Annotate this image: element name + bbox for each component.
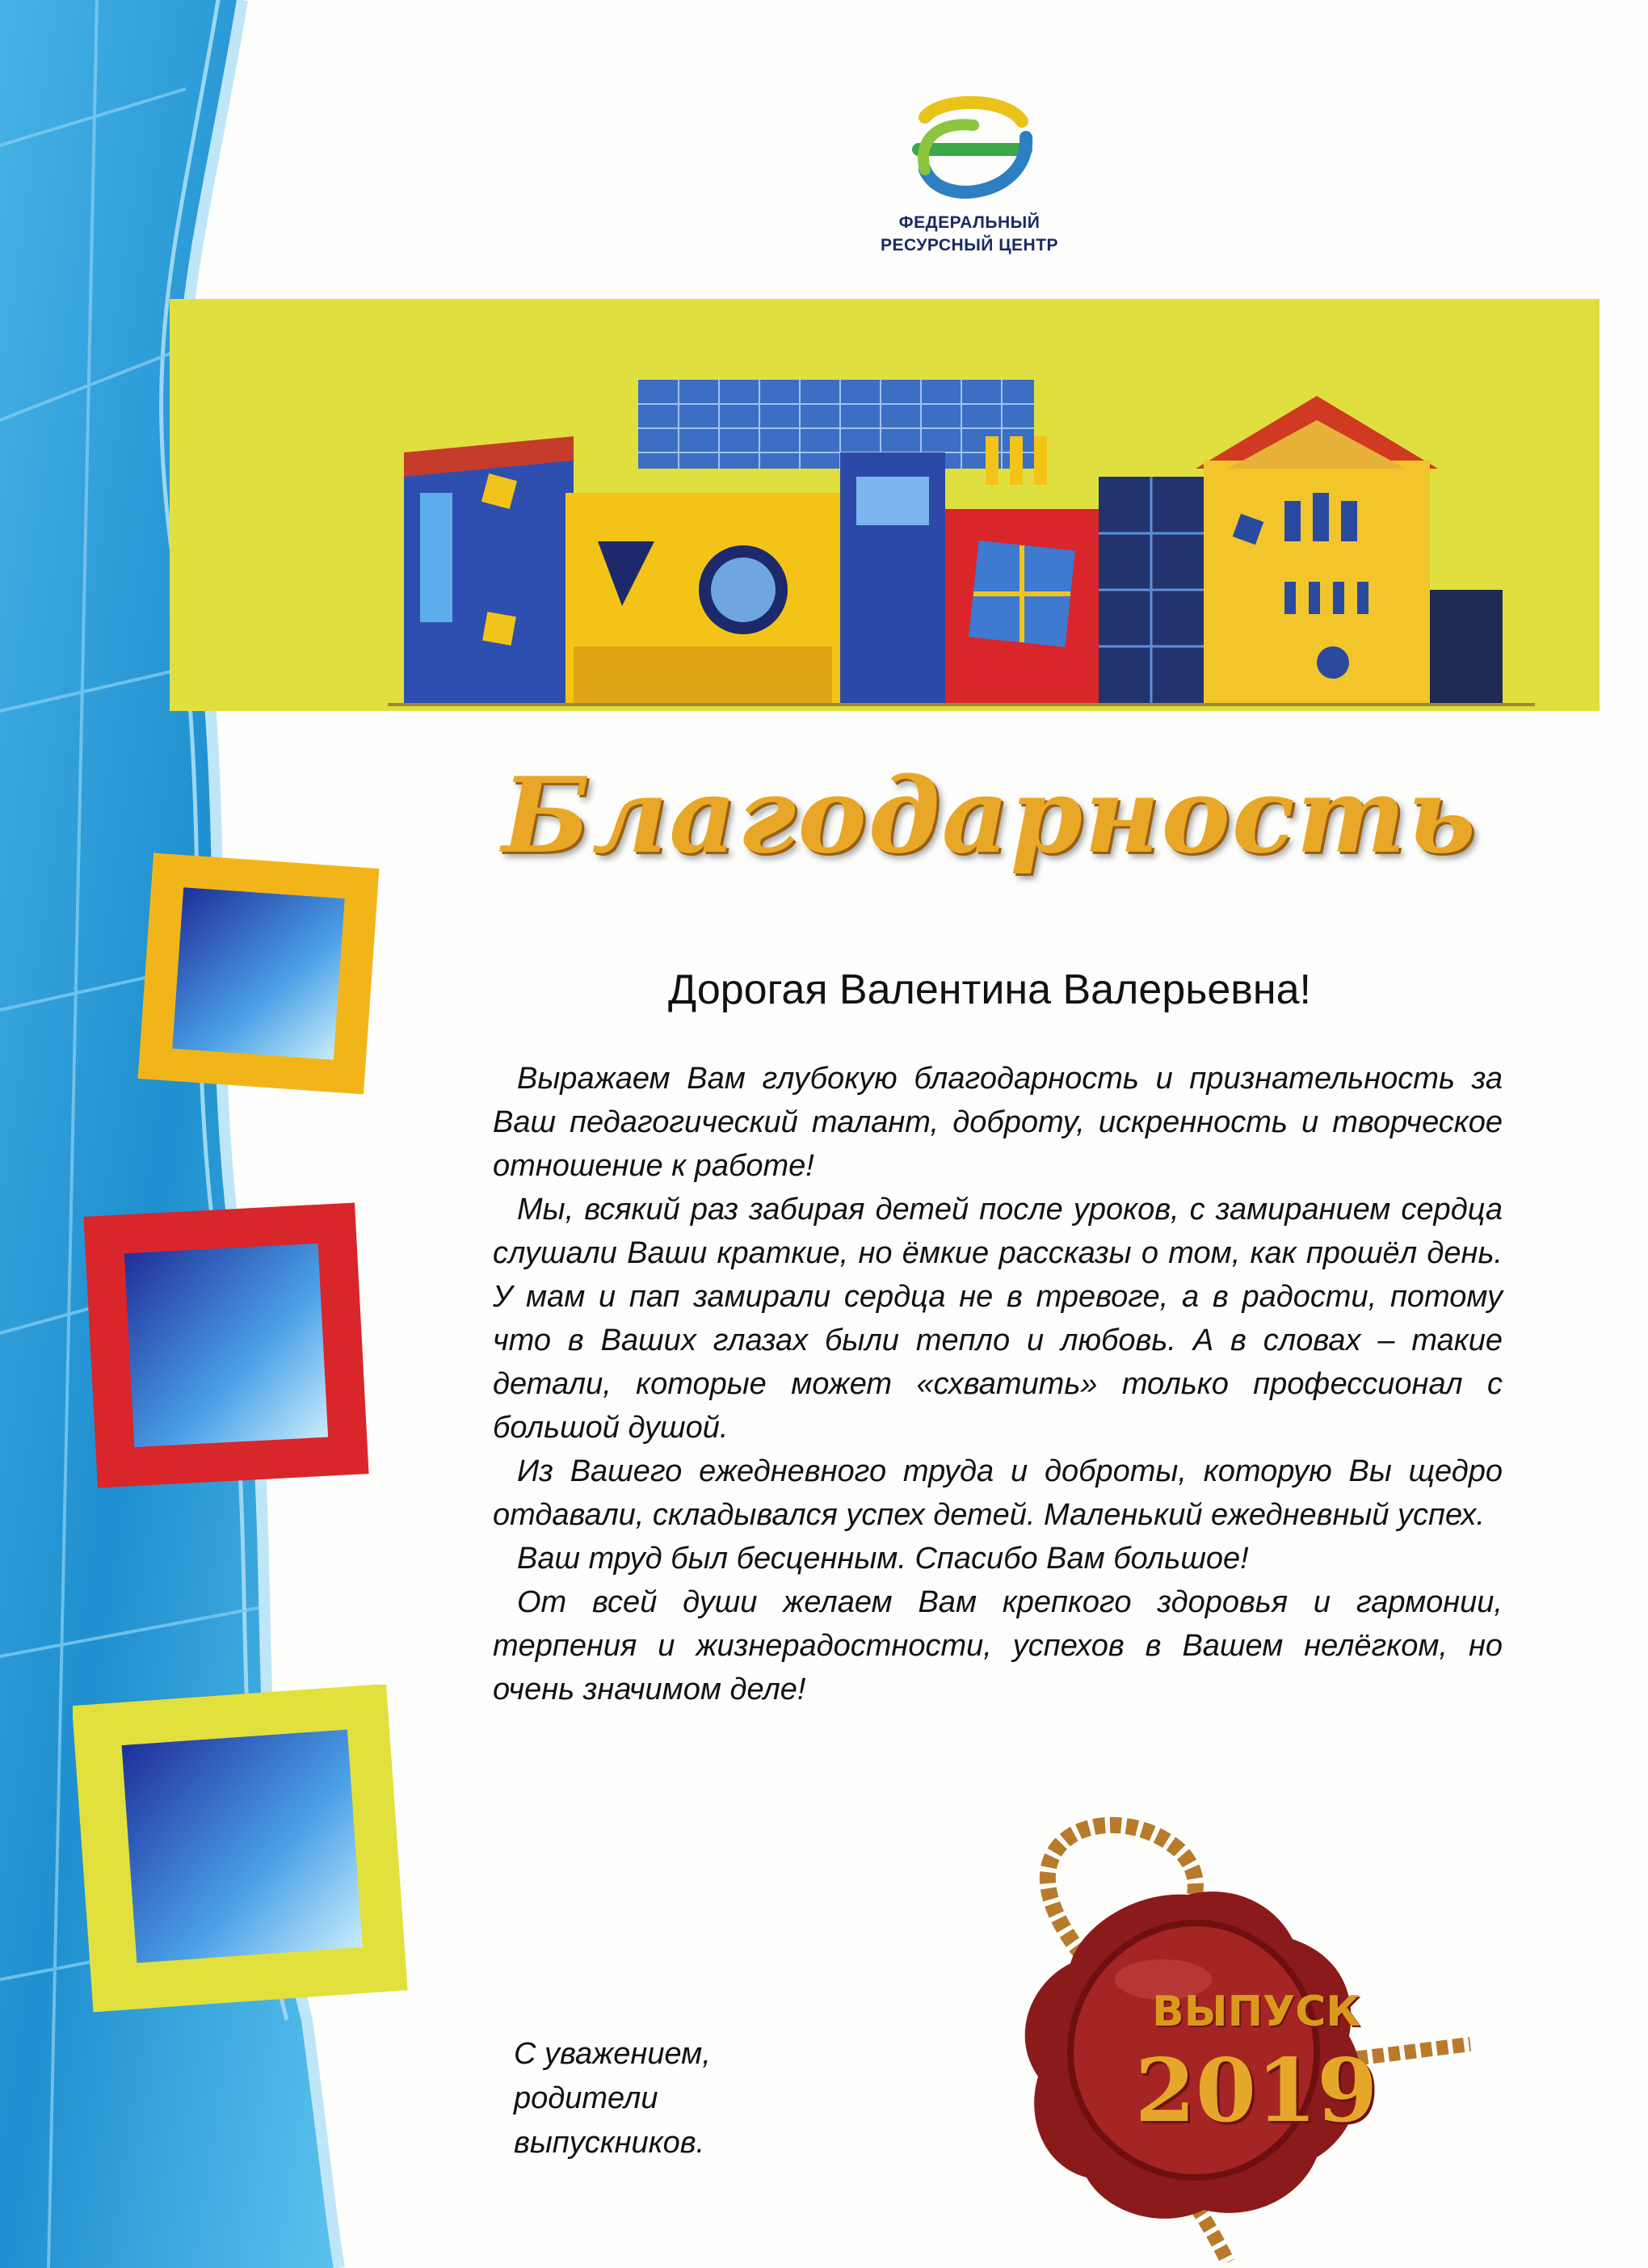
orange-frame-square xyxy=(137,852,380,1095)
greeting: Дорогая Валентина Валерьевна! xyxy=(668,966,1311,1013)
yellow-frame-square xyxy=(73,1685,412,2016)
letter-body xyxy=(493,1057,1503,1711)
logo-caption-line1: ФЕДЕРАЛЬНЫЙ xyxy=(898,213,1041,232)
logo-caption-line2: РЕСУРСНЫЙ ЦЕНТР xyxy=(880,236,1059,255)
seal-label: ВЫПУСК xyxy=(1152,1988,1360,2036)
signature-line1: С уважением, xyxy=(514,2037,711,2071)
page-title: Благодарность xyxy=(502,755,1478,877)
paragraph-5: От всей души желаем Вам крепкого здоровья и гармонии, терпения и жизнерадостности, успехов в Вашем нелёгком, но очень значимом деле! xyxy=(493,1585,1503,1706)
signature-line3: выпускников. xyxy=(514,2126,705,2160)
signature-block xyxy=(514,2032,821,2165)
paragraph-2: Мы, всякий раз забирая детей после уроков, с замиранием сердца слушали Ваши краткие, но ёмкие рассказы о том, как прошёл день. У мам и пап замирали сердца не в тревоге, а в радости, потому что в Ваших глазах были тепло и любовь. А в словах – такие детали, которые может «схватить» только профессионал с большой душой. xyxy=(493,1193,1503,1445)
signature-line2: родители xyxy=(514,2081,658,2115)
paragraph-4: Ваш труд был бесценным. Спасибо Вам большое! xyxy=(517,1542,1249,1576)
red-frame-square xyxy=(81,1200,372,1491)
paragraph-1: Выражаем Вам глубокую благодарность и признательность за Ваш педагогический талант, доброту, искренность и творческое отношение к работе! xyxy=(493,1062,1503,1183)
logo-caption xyxy=(848,212,1091,257)
paragraph-3: Из Вашего ежедневного труда и доброты, которую Вы щедро отдавали, складывался успех детей. Маленький ежедневный успех. xyxy=(493,1454,1503,1532)
seal-year: 2019 xyxy=(1134,2040,1378,2142)
building-illustration xyxy=(388,372,1535,711)
federal-resource-center-logo xyxy=(893,89,1054,210)
